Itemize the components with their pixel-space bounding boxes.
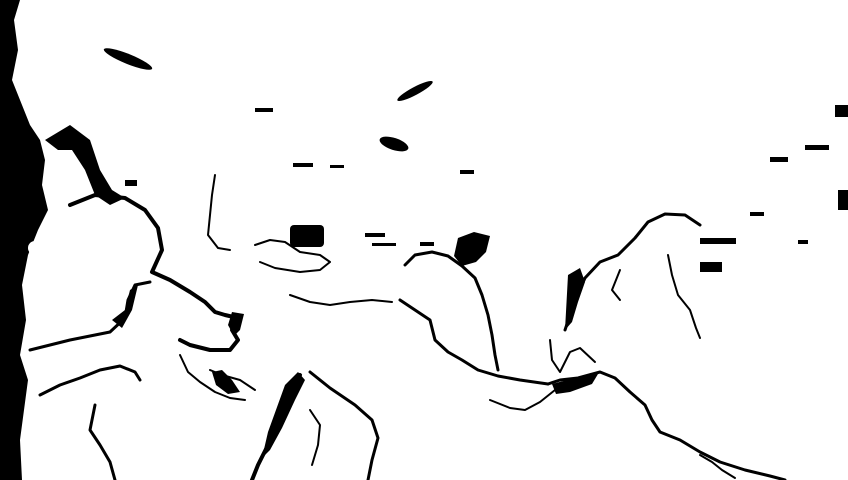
dark-speck-6 xyxy=(805,145,829,150)
left-blob-2 xyxy=(32,116,44,128)
dark-block-1 xyxy=(290,225,324,247)
dark-speck-5 xyxy=(770,157,788,162)
dark-speck-1 xyxy=(255,108,273,112)
dark-speck-3 xyxy=(330,165,344,168)
dark-speck-16 xyxy=(798,240,808,244)
dark-speck-13 xyxy=(700,238,736,244)
left-blob xyxy=(28,241,42,255)
dark-speck-10 xyxy=(365,233,385,237)
dark-speck-14 xyxy=(700,262,722,272)
dark-speck-11 xyxy=(372,243,396,246)
dark-speck-12 xyxy=(420,242,434,246)
dark-speck-15 xyxy=(750,212,764,216)
dark-speck-4 xyxy=(460,170,474,174)
dark-speck-2 xyxy=(293,163,313,167)
dark-speck-7 xyxy=(835,105,848,117)
dark-speck-9 xyxy=(125,180,137,186)
dark-speck-8 xyxy=(838,190,848,210)
